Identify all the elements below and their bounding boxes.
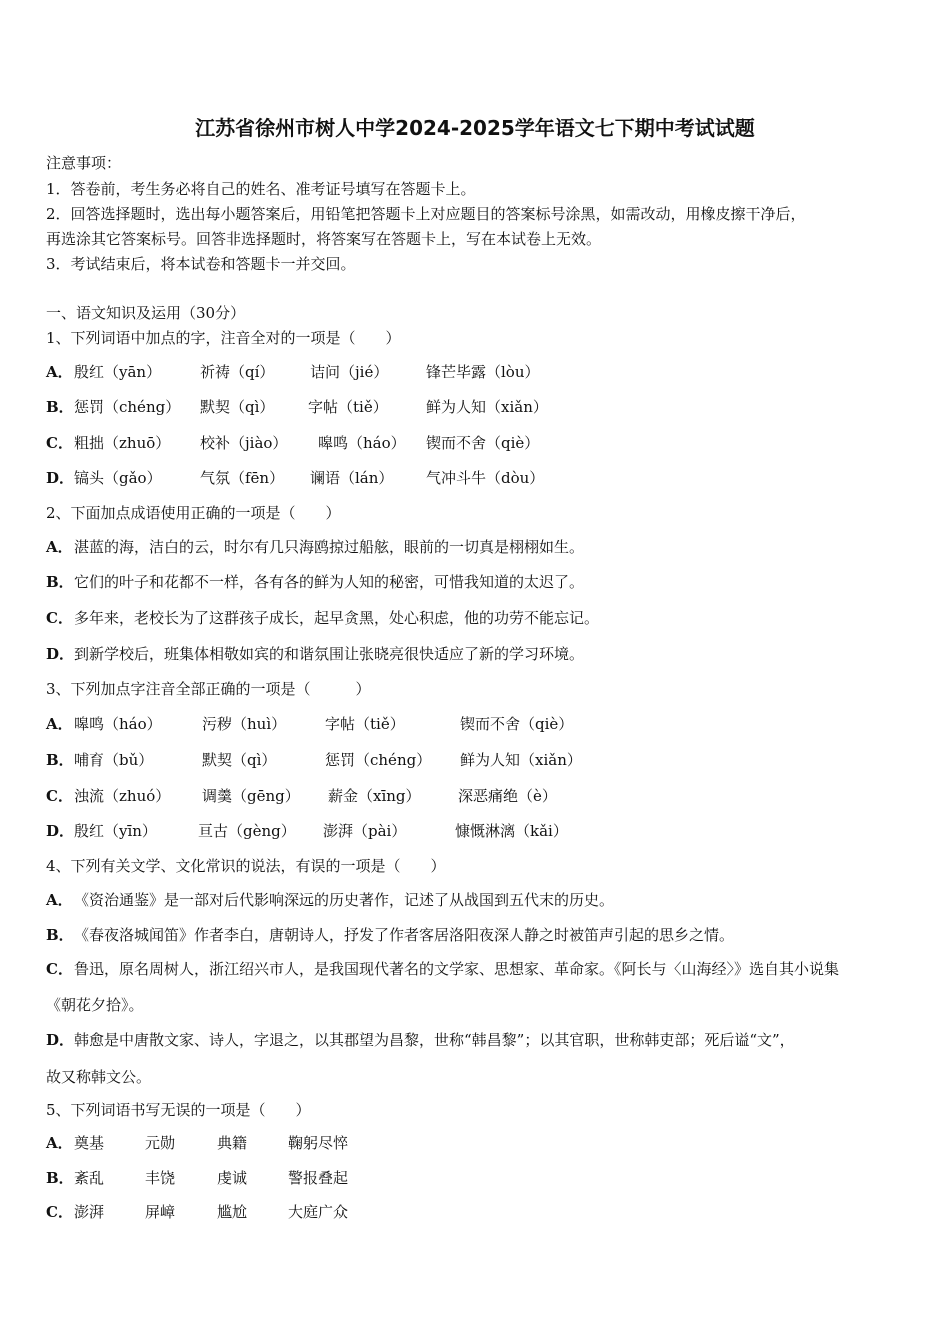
option: [46, 643, 584, 664]
option-label: A．: [46, 1134, 73, 1152]
option-text-continued: 《朝花夕拾》。: [46, 996, 144, 1014]
option-item: 锲而不舍（qiè）: [460, 715, 574, 733]
option-item: 校补（jiào）: [200, 434, 288, 452]
option-item: 惩罚（chéng）: [325, 751, 432, 769]
option-item: 嗥鸣（háo）: [74, 715, 162, 733]
option-item: 默契（qì）: [200, 398, 275, 416]
option-item: 深恶痛绝（è）: [458, 787, 557, 805]
option-label: C．: [46, 609, 73, 627]
notice-item: 3．考试结束后，将本试卷和答题卡一并交回。: [46, 255, 356, 273]
option-item: 殷红（yīn）: [74, 822, 157, 840]
question-2-stem: 2、下面加点成语使用正确的一项是（ ）: [46, 504, 341, 522]
option-text: 《资治通鉴》是一部对后代影响深远的历史著作，记述了从战国到五代末的历史。: [74, 891, 615, 909]
option-label: B．: [46, 398, 74, 416]
option-text: 韩愈是中唐散文家、诗人，字退之，以其郡望为昌黎，世称“韩昌黎”；以其官职，世称韩吏部；死后谥“文”，: [74, 1031, 795, 1049]
option-item: 字帖（tiě）: [308, 398, 388, 416]
option: [46, 889, 614, 910]
option-item: 气氛（fēn）: [200, 469, 285, 487]
option-item: 警报叠起: [288, 1169, 349, 1187]
option-item: 丰饶: [145, 1169, 176, 1187]
option-item: 奠基: [74, 1134, 105, 1152]
option-item: 浊流（zhuó）: [74, 787, 171, 805]
option-item: 嗥鸣（háo）: [318, 434, 406, 452]
section-heading: 一、语文知识及运用（30分）: [46, 304, 246, 322]
option-item: 污秽（huì）: [202, 715, 287, 733]
option-label: A．: [46, 715, 73, 733]
option-text: 到新学校后，班集体相敬如宾的和谐氛围让张晓亮很快适应了新的学习环境。: [74, 645, 585, 663]
option-item: 字帖（tiě）: [325, 715, 405, 733]
notice-item: 1．答卷前，考生务必将自己的姓名、准考证号填写在答题卡上。: [46, 180, 476, 198]
option-item: 典籍: [217, 1134, 248, 1152]
option-label: B．: [46, 573, 74, 591]
option-label: A．: [46, 363, 73, 381]
option-item: 镐头（gǎo）: [74, 469, 162, 487]
option-item: 谰语（lán）: [310, 469, 394, 487]
option-item: 薪金（xīng）: [328, 787, 421, 805]
option-item: 澎湃（pài）: [323, 822, 407, 840]
option-item: 粗拙（zhuō）: [74, 434, 171, 452]
option-label: D．: [46, 1031, 75, 1049]
option: [46, 958, 839, 979]
option-label: D．: [46, 822, 75, 840]
option: [46, 607, 599, 628]
option: [46, 924, 734, 945]
option-label: C．: [46, 434, 73, 452]
question-3-stem: 3、下列加点字注音全部正确的一项是（ ）: [46, 680, 371, 698]
option-item: 祈祷（qí）: [200, 363, 275, 381]
option-item: 鲜为人知（xiǎn）: [460, 751, 582, 769]
option-item: 气冲斗牛（dòu）: [426, 469, 545, 487]
option-item: 鲜为人知（xiǎn）: [426, 398, 548, 416]
option-item: 锲而不舍（qiè）: [426, 434, 540, 452]
option-item: 锋芒毕露（lòu）: [426, 363, 540, 381]
option-item: 元勋: [145, 1134, 176, 1152]
notice-item: 再选涂其它答案标号。回答非选择题时，将答案写在答题卡上，写在本试卷上无效。: [46, 230, 602, 248]
option-item: 澎湃: [74, 1203, 105, 1221]
option-label: B．: [46, 926, 74, 944]
option: [46, 571, 584, 592]
option-item: 亘古（gèng）: [198, 822, 296, 840]
option-item: 慷慨淋漓（kǎi）: [455, 822, 568, 840]
option-text-continued: 故又称韩文公。: [46, 1068, 152, 1086]
option-text: 《春夜洛城闻笛》作者李白，唐朝诗人，抒发了作者客居洛阳夜深人静之时被笛声引起的思乡之情。: [74, 926, 735, 944]
question-1-stem: 1、下列词语中加点的字，注音全对的一项是（ ）: [46, 329, 401, 347]
option-text: 鲁迅，原名周树人，浙江绍兴市人，是我国现代著名的文学家、思想家、革命家。《阿长与〈山海经〉》选自其小说集: [74, 960, 840, 978]
option-label: A．: [46, 538, 73, 556]
option-item: 默契（qì）: [202, 751, 277, 769]
option-label: D．: [46, 469, 75, 487]
option-item: 大庭广众: [288, 1203, 349, 1221]
option-item: 哺育（bǔ）: [74, 751, 154, 769]
option: [46, 536, 584, 557]
option-label: B．: [46, 751, 74, 769]
option-item: 殷红（yān）: [74, 363, 162, 381]
option-label: A．: [46, 891, 73, 909]
option-label: C．: [46, 787, 73, 805]
option: [46, 1029, 795, 1050]
option-item: 调羹（gēng）: [202, 787, 300, 805]
page-title: 江苏省徐州市树人中学2024-2025学年语文七下期中考试试题: [195, 116, 755, 140]
option-label: C．: [46, 960, 73, 978]
option-item: 鞠躬尽悴: [288, 1134, 349, 1152]
option-label: B．: [46, 1169, 74, 1187]
option-text: 多年来，老校长为了这群孩子成长，起早贪黑，处心积虑，他的功劳不能忘记。: [74, 609, 600, 627]
option-item: 屏嶂: [145, 1203, 176, 1221]
option-label: D．: [46, 645, 75, 663]
option-item: 虔诚: [217, 1169, 248, 1187]
option-item: 尴尬: [217, 1203, 248, 1221]
option-label: C．: [46, 1203, 73, 1221]
question-5-stem: 5、下列词语书写无误的一项是（ ）: [46, 1101, 311, 1119]
question-4-stem: 4、下列有关文学、文化常识的说法，有误的一项是（ ）: [46, 857, 446, 875]
notice-item: 2．回答选择题时，选出每小题答案后，用铅笔把答题卡上对应题目的答案标号涂黑，如需改动，用橡皮擦干净后，: [46, 205, 806, 223]
notice-heading: 注意事项：: [46, 154, 122, 172]
option-text: 它们的叶子和花都不一样，各有各的鲜为人知的秘密，可惜我知道的太迟了。: [74, 573, 585, 591]
option-item: 惩罚（chéng）: [74, 398, 181, 416]
option-text: 湛蓝的海，洁白的云，时尔有几只海鸥掠过船舷，眼前的一切真是栩栩如生。: [74, 538, 585, 556]
option-item: 紊乱: [74, 1169, 105, 1187]
option-item: 诘问（jié）: [310, 363, 389, 381]
